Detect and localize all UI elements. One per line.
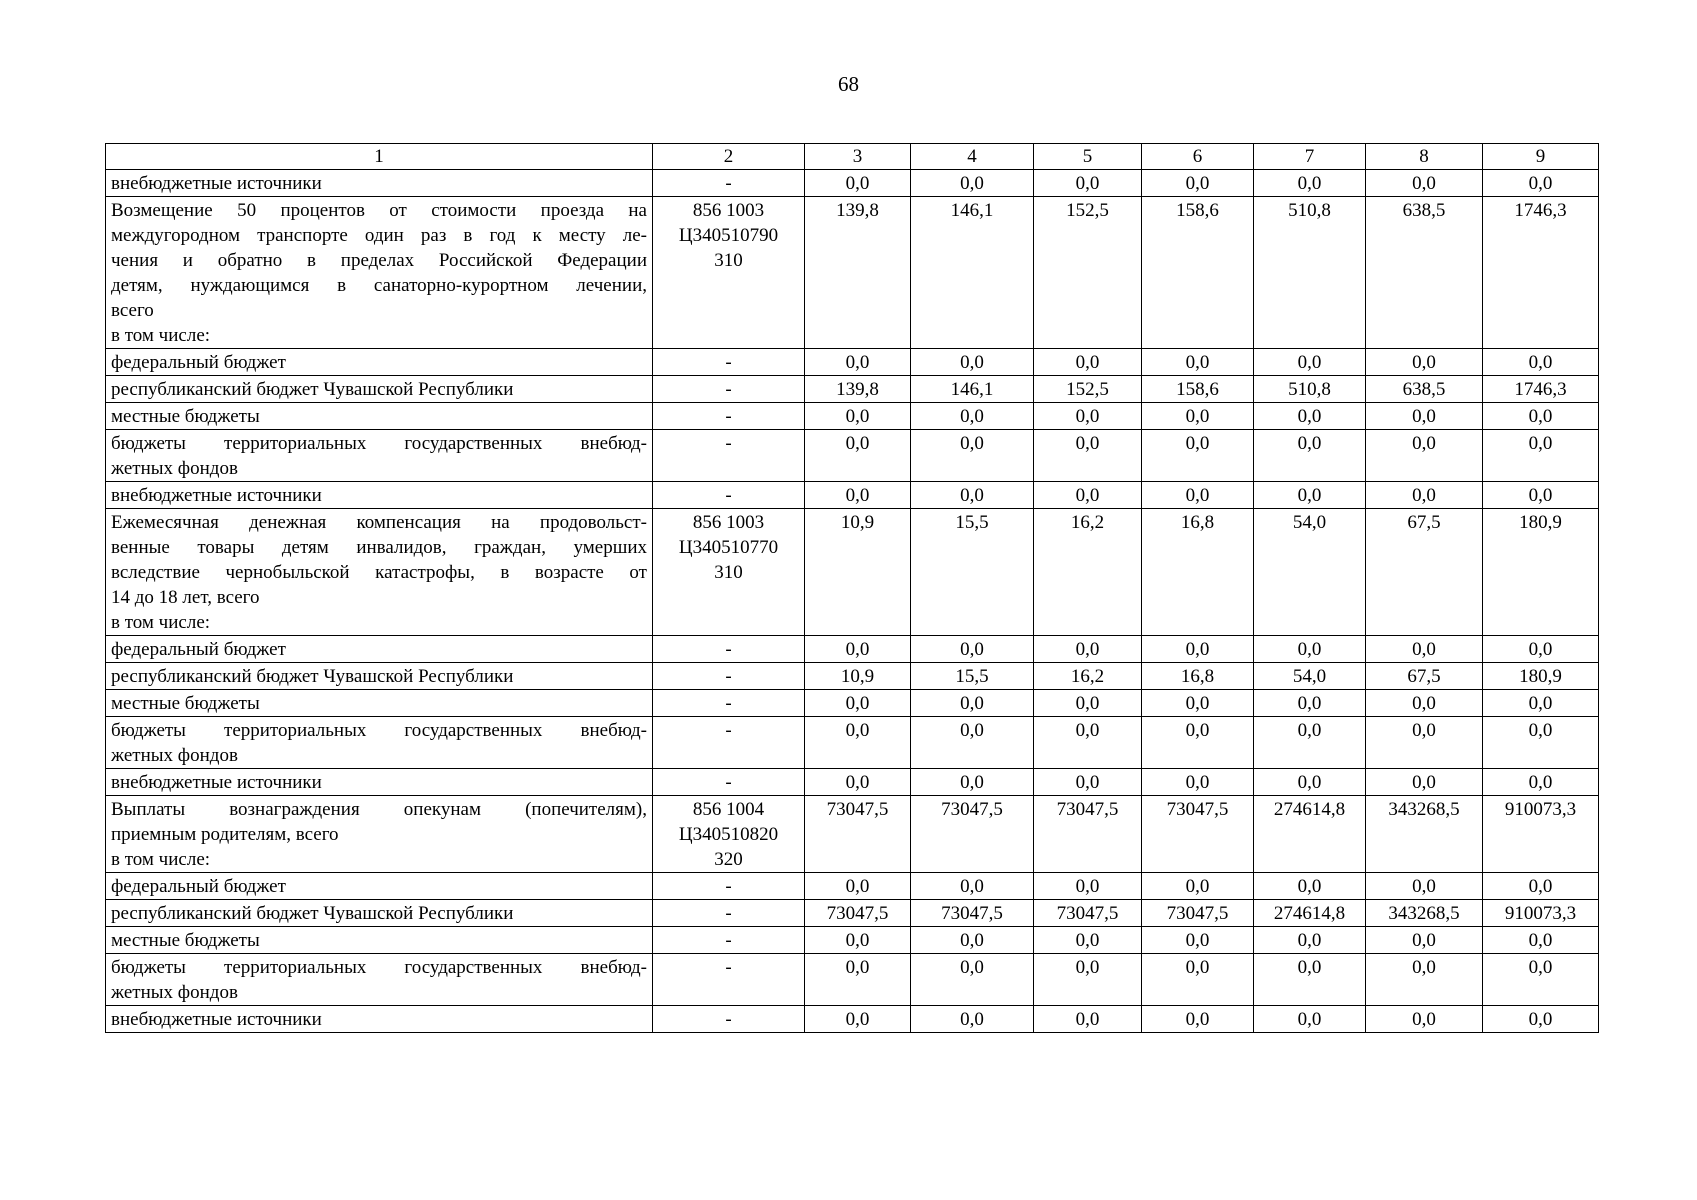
value-cell: 0,0 <box>911 873 1034 900</box>
page-number: 68 <box>838 72 859 96</box>
value-cell: 0,0 <box>1483 927 1599 954</box>
budget-code-line: Ц340510770 <box>678 537 779 558</box>
value-cell: 0,0 <box>1254 170 1366 197</box>
value-cell: 0,0 <box>1034 482 1142 509</box>
budget-code-cell: - <box>653 663 805 690</box>
value-cell: 0,0 <box>1483 690 1599 717</box>
table-row <box>106 717 1599 769</box>
value-cell: 67,5 <box>1366 663 1483 690</box>
value-cell: 16,8 <box>1142 663 1254 690</box>
column-number-row <box>106 144 1599 170</box>
value-cell: 0,0 <box>1366 349 1483 376</box>
value-cell: 180,9 <box>1483 509 1599 636</box>
value-cell: 73047,5 <box>1034 796 1142 873</box>
value-cell: 0,0 <box>1366 1006 1483 1033</box>
row-label-cell: местные бюджеты <box>106 927 653 954</box>
value-cell: 0,0 <box>1142 769 1254 796</box>
row-label-line: Возмещение 50 процентов от стоимости проезда на <box>111 200 647 221</box>
value-cell: 0,0 <box>1366 170 1483 197</box>
row-label-line: приемным родителям, всего <box>111 824 339 845</box>
value-cell: 0,0 <box>1366 403 1483 430</box>
value-cell: 0,0 <box>1142 717 1254 769</box>
value-cell: 0,0 <box>1254 430 1366 482</box>
column-number-cell: 3 <box>805 144 911 170</box>
value-cell: 0,0 <box>1366 769 1483 796</box>
value-cell: 0,0 <box>1034 873 1142 900</box>
value-cell: 0,0 <box>1142 430 1254 482</box>
value-cell: 0,0 <box>1483 873 1599 900</box>
value-cell: 0,0 <box>1142 873 1254 900</box>
value-cell: 0,0 <box>1483 1006 1599 1033</box>
value-cell: 274614,8 <box>1254 796 1366 873</box>
value-cell: 0,0 <box>911 717 1034 769</box>
value-cell: 0,0 <box>911 170 1034 197</box>
value-cell: 0,0 <box>805 170 911 197</box>
value-cell: 0,0 <box>911 349 1034 376</box>
value-cell: 0,0 <box>1366 717 1483 769</box>
value-cell: 0,0 <box>1483 769 1599 796</box>
row-label-cell: местные бюджеты <box>106 690 653 717</box>
value-cell: 0,0 <box>805 717 911 769</box>
value-cell: 510,8 <box>1254 197 1366 349</box>
value-cell: 0,0 <box>1034 717 1142 769</box>
value-cell: 0,0 <box>911 482 1034 509</box>
value-cell: 0,0 <box>1254 927 1366 954</box>
budget-code-cell: - <box>653 927 805 954</box>
budget-code-cell: - <box>653 482 805 509</box>
table-row <box>106 430 1599 482</box>
budget-code-cell: - <box>653 690 805 717</box>
value-cell: 0,0 <box>805 349 911 376</box>
value-cell: 0,0 <box>1254 690 1366 717</box>
value-cell: 0,0 <box>1483 954 1599 1006</box>
table-row <box>106 954 1599 1006</box>
column-number-cell: 8 <box>1366 144 1483 170</box>
value-cell: 0,0 <box>1254 636 1366 663</box>
value-cell: 0,0 <box>805 873 911 900</box>
value-cell: 0,0 <box>1034 954 1142 1006</box>
value-cell: 139,8 <box>805 376 911 403</box>
value-cell: 0,0 <box>1034 349 1142 376</box>
row-label-cell: внебюджетные источники <box>106 769 653 796</box>
row-label-cell: внебюджетные источники <box>106 1006 653 1033</box>
budget-table <box>105 143 1599 1033</box>
value-cell: 0,0 <box>1034 769 1142 796</box>
value-cell: 10,9 <box>805 663 911 690</box>
row-label-cell <box>106 430 653 482</box>
table-row <box>106 873 1599 900</box>
budget-code-cell: - <box>653 376 805 403</box>
budget-code-line: 856 1003 <box>692 200 765 221</box>
value-cell: 0,0 <box>1034 690 1142 717</box>
column-number-cell: 1 <box>106 144 653 170</box>
value-cell: 0,0 <box>1142 349 1254 376</box>
row-label-cell: республиканский бюджет Чувашской Республики <box>106 900 653 927</box>
value-cell: 0,0 <box>805 430 911 482</box>
value-cell: 0,0 <box>1366 873 1483 900</box>
value-cell: 16,2 <box>1034 509 1142 636</box>
column-number-cell: 4 <box>911 144 1034 170</box>
value-cell: 1746,3 <box>1483 376 1599 403</box>
budget-code-line: Ц340510790 <box>678 225 779 246</box>
value-cell: 73047,5 <box>911 796 1034 873</box>
value-cell: 0,0 <box>1142 636 1254 663</box>
row-label-line: жетных фондов <box>111 458 238 479</box>
value-cell: 0,0 <box>1254 954 1366 1006</box>
budget-code-cell: - <box>653 717 805 769</box>
value-cell: 10,9 <box>805 509 911 636</box>
value-cell: 139,8 <box>805 197 911 349</box>
value-cell: 15,5 <box>911 663 1034 690</box>
value-cell: 16,2 <box>1034 663 1142 690</box>
value-cell: 0,0 <box>805 954 911 1006</box>
value-cell: 0,0 <box>911 769 1034 796</box>
table-row <box>106 690 1599 717</box>
value-cell: 0,0 <box>1142 482 1254 509</box>
value-cell: 73047,5 <box>805 796 911 873</box>
column-number-cell: 5 <box>1034 144 1142 170</box>
value-cell: 180,9 <box>1483 663 1599 690</box>
value-cell: 73047,5 <box>1142 796 1254 873</box>
budget-code-line: 310 <box>714 250 743 271</box>
budget-code-line: Ц340510820 <box>678 824 779 845</box>
value-cell: 0,0 <box>1483 349 1599 376</box>
table-row <box>106 663 1599 690</box>
row-label-line: вследствие чернобыльской катастрофы, в возрасте от <box>111 562 647 583</box>
value-cell: 54,0 <box>1254 663 1366 690</box>
value-cell: 0,0 <box>1034 927 1142 954</box>
value-cell: 0,0 <box>1483 636 1599 663</box>
value-cell: 0,0 <box>1483 170 1599 197</box>
value-cell: 73047,5 <box>805 900 911 927</box>
budget-code-cell: - <box>653 636 805 663</box>
row-label-line: бюджеты территориальных государственных внебюд- <box>111 720 647 741</box>
value-cell: 0,0 <box>1034 636 1142 663</box>
row-label-line: чения и обратно в пределах Российской Федерации <box>111 250 647 271</box>
row-label-line: жетных фондов <box>111 745 238 766</box>
table-row <box>106 900 1599 927</box>
value-cell: 0,0 <box>911 927 1034 954</box>
column-number-cell: 2 <box>653 144 805 170</box>
value-cell: 0,0 <box>805 403 911 430</box>
value-cell: 0,0 <box>805 927 911 954</box>
budget-code-cell: - <box>653 170 805 197</box>
budget-code-cell: - <box>653 403 805 430</box>
row-label-cell <box>106 796 653 873</box>
value-cell: 510,8 <box>1254 376 1366 403</box>
row-label-cell: местные бюджеты <box>106 403 653 430</box>
row-label-line: бюджеты территориальных государственных внебюд- <box>111 957 647 978</box>
row-label-cell <box>106 197 653 349</box>
budget-code-cell <box>653 197 805 349</box>
table-row <box>106 927 1599 954</box>
budget-code-cell <box>653 509 805 636</box>
value-cell: 910073,3 <box>1483 900 1599 927</box>
table-row <box>106 509 1599 636</box>
column-number-cell: 7 <box>1254 144 1366 170</box>
value-cell: 15,5 <box>911 509 1034 636</box>
value-cell: 0,0 <box>1142 1006 1254 1033</box>
value-cell: 0,0 <box>911 954 1034 1006</box>
value-cell: 0,0 <box>911 636 1034 663</box>
row-label-line: детям, нуждающимся в санаторно-курортном лечении, <box>111 275 647 296</box>
value-cell: 0,0 <box>1366 690 1483 717</box>
table-row <box>106 376 1599 403</box>
value-cell: 0,0 <box>1366 430 1483 482</box>
value-cell: 0,0 <box>805 769 911 796</box>
column-number-cell: 9 <box>1483 144 1599 170</box>
value-cell: 0,0 <box>805 690 911 717</box>
value-cell: 638,5 <box>1366 376 1483 403</box>
value-cell: 152,5 <box>1034 197 1142 349</box>
value-cell: 0,0 <box>911 403 1034 430</box>
value-cell: 146,1 <box>911 376 1034 403</box>
row-label-line: 14 до 18 лет, всего <box>111 587 260 608</box>
value-cell: 0,0 <box>1254 1006 1366 1033</box>
budget-code-line: 320 <box>714 849 743 870</box>
value-cell: 0,0 <box>1034 1006 1142 1033</box>
row-label-line: всего <box>111 300 154 321</box>
row-label-line: междугородном транспорте один раз в год к месту ле- <box>111 225 647 246</box>
row-label-line: жетных фондов <box>111 982 238 1003</box>
column-number-cell: 6 <box>1142 144 1254 170</box>
row-label-cell: внебюджетные источники <box>106 482 653 509</box>
value-cell: 158,6 <box>1142 197 1254 349</box>
budget-code-cell: - <box>653 349 805 376</box>
value-cell: 0,0 <box>1483 482 1599 509</box>
row-label-line: Ежемесячная денежная компенсация на продовольст- <box>111 512 647 533</box>
value-cell: 0,0 <box>1034 430 1142 482</box>
value-cell: 0,0 <box>1142 690 1254 717</box>
value-cell: 146,1 <box>911 197 1034 349</box>
value-cell: 73047,5 <box>911 900 1034 927</box>
value-cell: 73047,5 <box>1142 900 1254 927</box>
value-cell: 16,8 <box>1142 509 1254 636</box>
row-label-line: Выплаты вознаграждения опекунам (попечителям), <box>111 799 647 820</box>
table-row <box>106 769 1599 796</box>
value-cell: 73047,5 <box>1034 900 1142 927</box>
budget-code-line: 856 1004 <box>692 799 765 820</box>
row-label-line: в том числе: <box>111 849 211 870</box>
value-cell: 0,0 <box>1254 769 1366 796</box>
value-cell: 0,0 <box>1142 170 1254 197</box>
row-label-cell: федеральный бюджет <box>106 349 653 376</box>
row-label-line: в том числе: <box>111 612 211 633</box>
value-cell: 67,5 <box>1366 509 1483 636</box>
row-label-cell: федеральный бюджет <box>106 873 653 900</box>
row-label-line: бюджеты территориальных государственных внебюд- <box>111 433 647 454</box>
value-cell: 0,0 <box>1034 403 1142 430</box>
value-cell: 0,0 <box>1142 954 1254 1006</box>
value-cell: 0,0 <box>1142 927 1254 954</box>
value-cell: 0,0 <box>1366 954 1483 1006</box>
value-cell: 0,0 <box>1034 170 1142 197</box>
row-label-cell <box>106 717 653 769</box>
table-body <box>106 144 1599 1033</box>
budget-code-cell: - <box>653 873 805 900</box>
table-row <box>106 636 1599 663</box>
value-cell: 0,0 <box>805 482 911 509</box>
row-label-cell <box>106 954 653 1006</box>
value-cell: 0,0 <box>1483 403 1599 430</box>
budget-code-cell: - <box>653 900 805 927</box>
budget-code-cell: - <box>653 954 805 1006</box>
value-cell: 910073,3 <box>1483 796 1599 873</box>
row-label-cell: внебюджетные источники <box>106 170 653 197</box>
value-cell: 0,0 <box>1254 482 1366 509</box>
value-cell: 158,6 <box>1142 376 1254 403</box>
value-cell: 0,0 <box>1254 717 1366 769</box>
table-row <box>106 1006 1599 1033</box>
value-cell: 638,5 <box>1366 197 1483 349</box>
value-cell: 274614,8 <box>1254 900 1366 927</box>
value-cell: 1746,3 <box>1483 197 1599 349</box>
value-cell: 0,0 <box>805 636 911 663</box>
value-cell: 0,0 <box>1142 403 1254 430</box>
table-row <box>106 482 1599 509</box>
budget-code-cell: - <box>653 430 805 482</box>
value-cell: 343268,5 <box>1366 900 1483 927</box>
value-cell: 0,0 <box>1483 717 1599 769</box>
table-row <box>106 349 1599 376</box>
value-cell: 54,0 <box>1254 509 1366 636</box>
budget-code-line: 310 <box>714 562 743 583</box>
value-cell: 0,0 <box>911 690 1034 717</box>
value-cell: 343268,5 <box>1366 796 1483 873</box>
table-row <box>106 197 1599 349</box>
table-row <box>106 403 1599 430</box>
table-row <box>106 170 1599 197</box>
value-cell: 0,0 <box>1254 873 1366 900</box>
row-label-cell <box>106 509 653 636</box>
budget-code-cell: - <box>653 769 805 796</box>
value-cell: 0,0 <box>1366 636 1483 663</box>
value-cell: 0,0 <box>1366 482 1483 509</box>
row-label-cell: федеральный бюджет <box>106 636 653 663</box>
budget-code-cell <box>653 796 805 873</box>
value-cell: 0,0 <box>911 1006 1034 1033</box>
table-row <box>106 796 1599 873</box>
row-label-cell: республиканский бюджет Чувашской Республики <box>106 376 653 403</box>
value-cell: 0,0 <box>805 1006 911 1033</box>
value-cell: 0,0 <box>1483 430 1599 482</box>
row-label-cell: республиканский бюджет Чувашской Республики <box>106 663 653 690</box>
value-cell: 0,0 <box>1254 349 1366 376</box>
budget-code-cell: - <box>653 1006 805 1033</box>
row-label-line: венные товары детям инвалидов, граждан, умерших <box>111 537 647 558</box>
row-label-line: в том числе: <box>111 325 211 346</box>
value-cell: 0,0 <box>1366 927 1483 954</box>
value-cell: 0,0 <box>911 430 1034 482</box>
value-cell: 152,5 <box>1034 376 1142 403</box>
value-cell: 0,0 <box>1254 403 1366 430</box>
budget-code-line: 856 1003 <box>692 512 765 533</box>
